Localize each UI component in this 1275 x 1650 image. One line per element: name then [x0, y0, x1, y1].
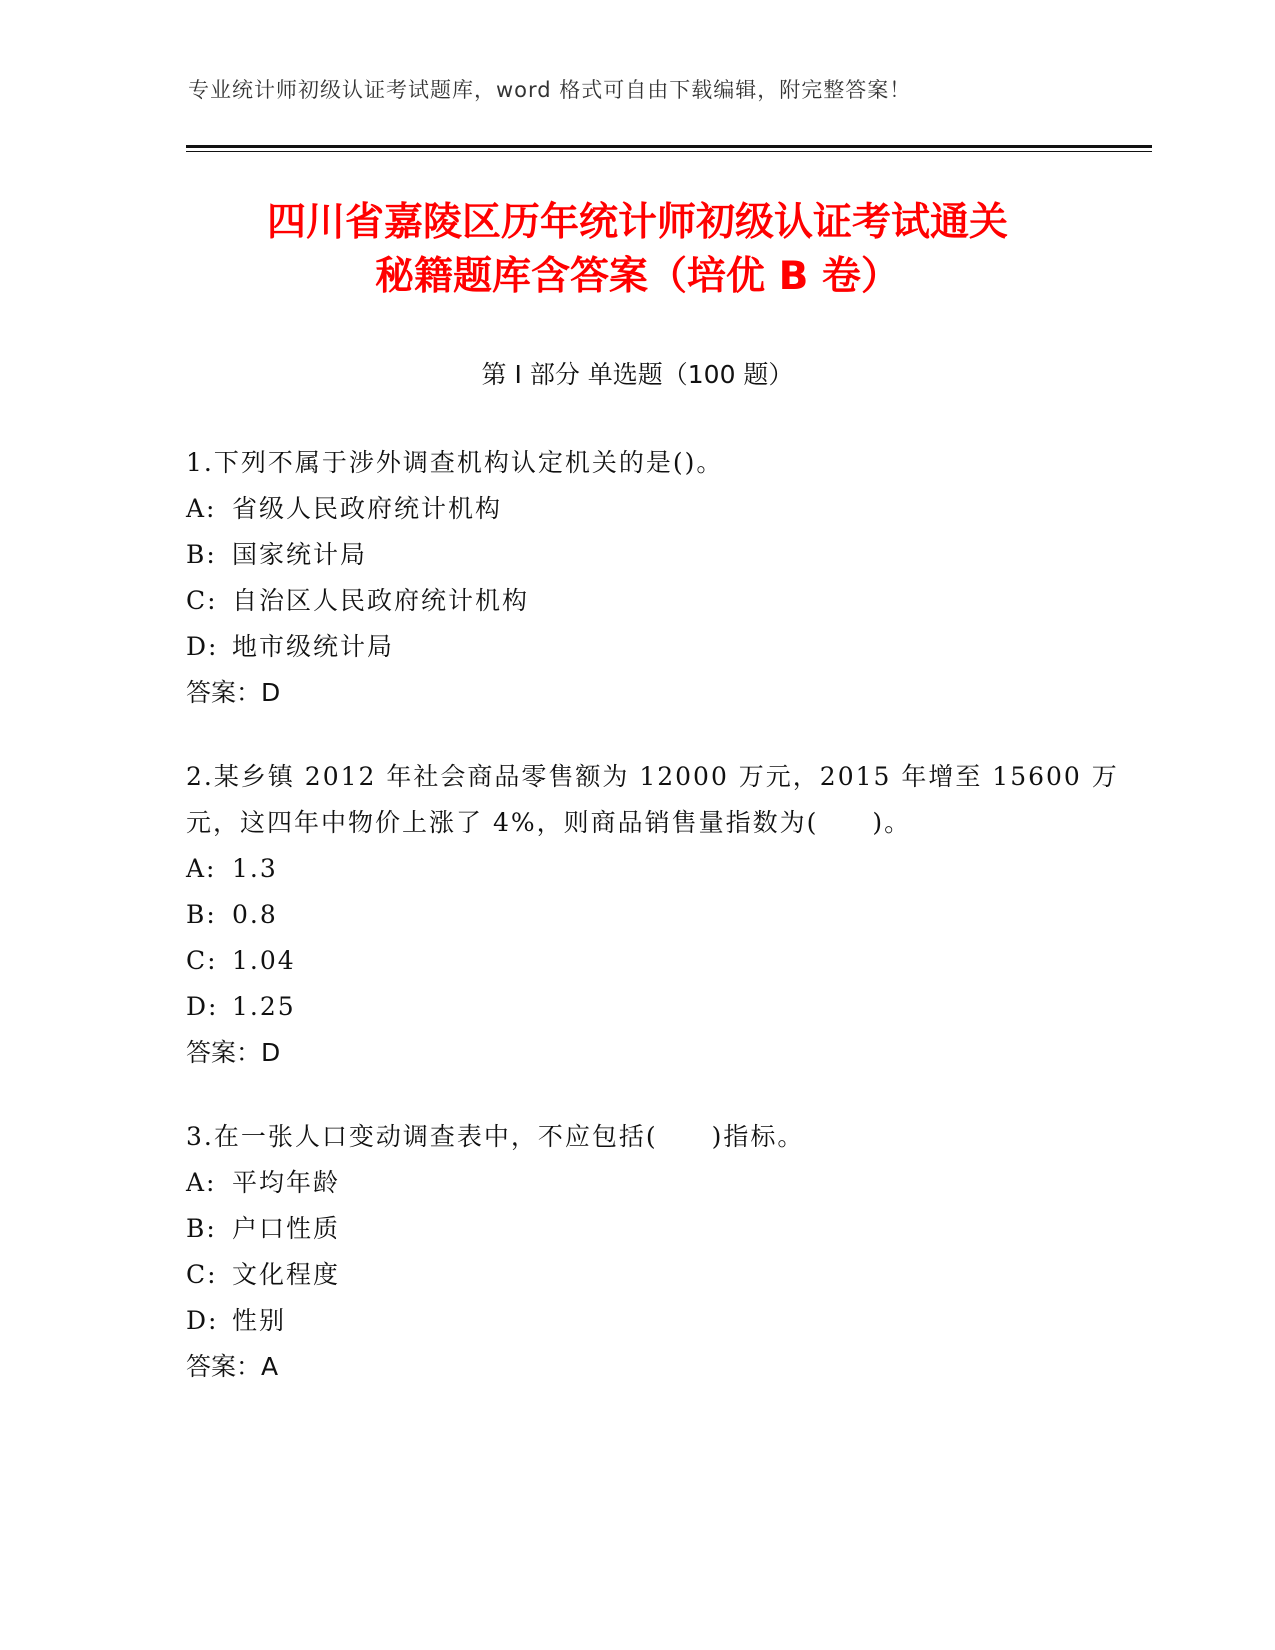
option-d	[186, 984, 1086, 1030]
question-stem-line: 1.下列不属于涉外调查机构认定机关的是()。	[186, 448, 724, 477]
document-title	[150, 196, 1125, 304]
question-2	[186, 754, 1119, 1076]
option-text: 省级人民政府统计机构	[232, 494, 503, 523]
header-note: 专业统计师初级认证考试题库，word 格式可自由下载编辑，附完整答案！	[188, 78, 912, 102]
document-title-line-1: 四川省嘉陵区历年统计师初级认证考试通关	[266, 200, 1008, 245]
option-letter: D:	[186, 992, 219, 1021]
option-d	[186, 1298, 1086, 1344]
option-letter: D:	[186, 632, 219, 661]
answer: 答案：D	[186, 1038, 281, 1067]
option-letter: B:	[186, 540, 217, 569]
option-text: 户口性质	[232, 1214, 341, 1243]
question-stem	[186, 440, 1086, 486]
header-rule-thick	[186, 145, 1152, 148]
option-letter: A:	[186, 1168, 217, 1197]
option-b	[186, 892, 1086, 938]
option-text: 地市级统计局	[232, 632, 395, 661]
option-c	[186, 578, 1086, 624]
option-d	[186, 624, 1086, 670]
option-letter: D:	[186, 1306, 219, 1335]
option-b	[186, 532, 1086, 578]
document-title-line-2: 秘籍题库含答案（培优 B 卷）	[375, 254, 900, 299]
question-stem	[186, 1114, 1086, 1160]
option-text: 国家统计局	[232, 540, 368, 569]
answer: 答案：D	[186, 678, 281, 707]
option-text: 性别	[232, 1306, 287, 1335]
option-letter: C:	[186, 586, 218, 615]
option-c	[186, 1252, 1086, 1298]
option-c	[186, 938, 1086, 984]
option-text: 自治区人民政府统计机构	[232, 586, 530, 615]
option-letter: C:	[186, 1260, 218, 1289]
option-text: 平均年龄	[232, 1168, 341, 1197]
option-letter: B:	[186, 900, 217, 929]
option-text: 1.25	[232, 992, 296, 1021]
question-stem	[186, 754, 1119, 846]
question-stem-line: 2.某乡镇 2012 年社会商品零售额为 12000 万元，2015 年增至 15600 万	[186, 762, 1119, 791]
option-a	[186, 486, 1086, 532]
header-rule-thin	[186, 151, 1152, 152]
question-stem-line: 元，这四年中物价上涨了 4%，则商品销售量指数为( )。	[186, 808, 912, 837]
section-title: 第 I 部分 单选题（100 题）	[481, 360, 794, 389]
option-b	[186, 1206, 1086, 1252]
option-text: 1.3	[232, 854, 278, 883]
option-a	[186, 1160, 1086, 1206]
question-3	[186, 1114, 1086, 1390]
option-letter: A:	[186, 494, 217, 523]
option-letter: B:	[186, 1214, 217, 1243]
option-letter: A:	[186, 854, 217, 883]
question-1	[186, 440, 1086, 716]
option-a	[186, 846, 1086, 892]
answer: 答案：A	[186, 1352, 279, 1381]
option-text: 文化程度	[232, 1260, 341, 1289]
option-text: 1.04	[232, 946, 296, 975]
question-list	[186, 440, 1119, 1428]
option-letter: C:	[186, 946, 218, 975]
question-stem-line: 3.在一张人口变动调查表中，不应包括( )指标。	[186, 1122, 805, 1151]
option-text: 0.8	[232, 900, 278, 929]
